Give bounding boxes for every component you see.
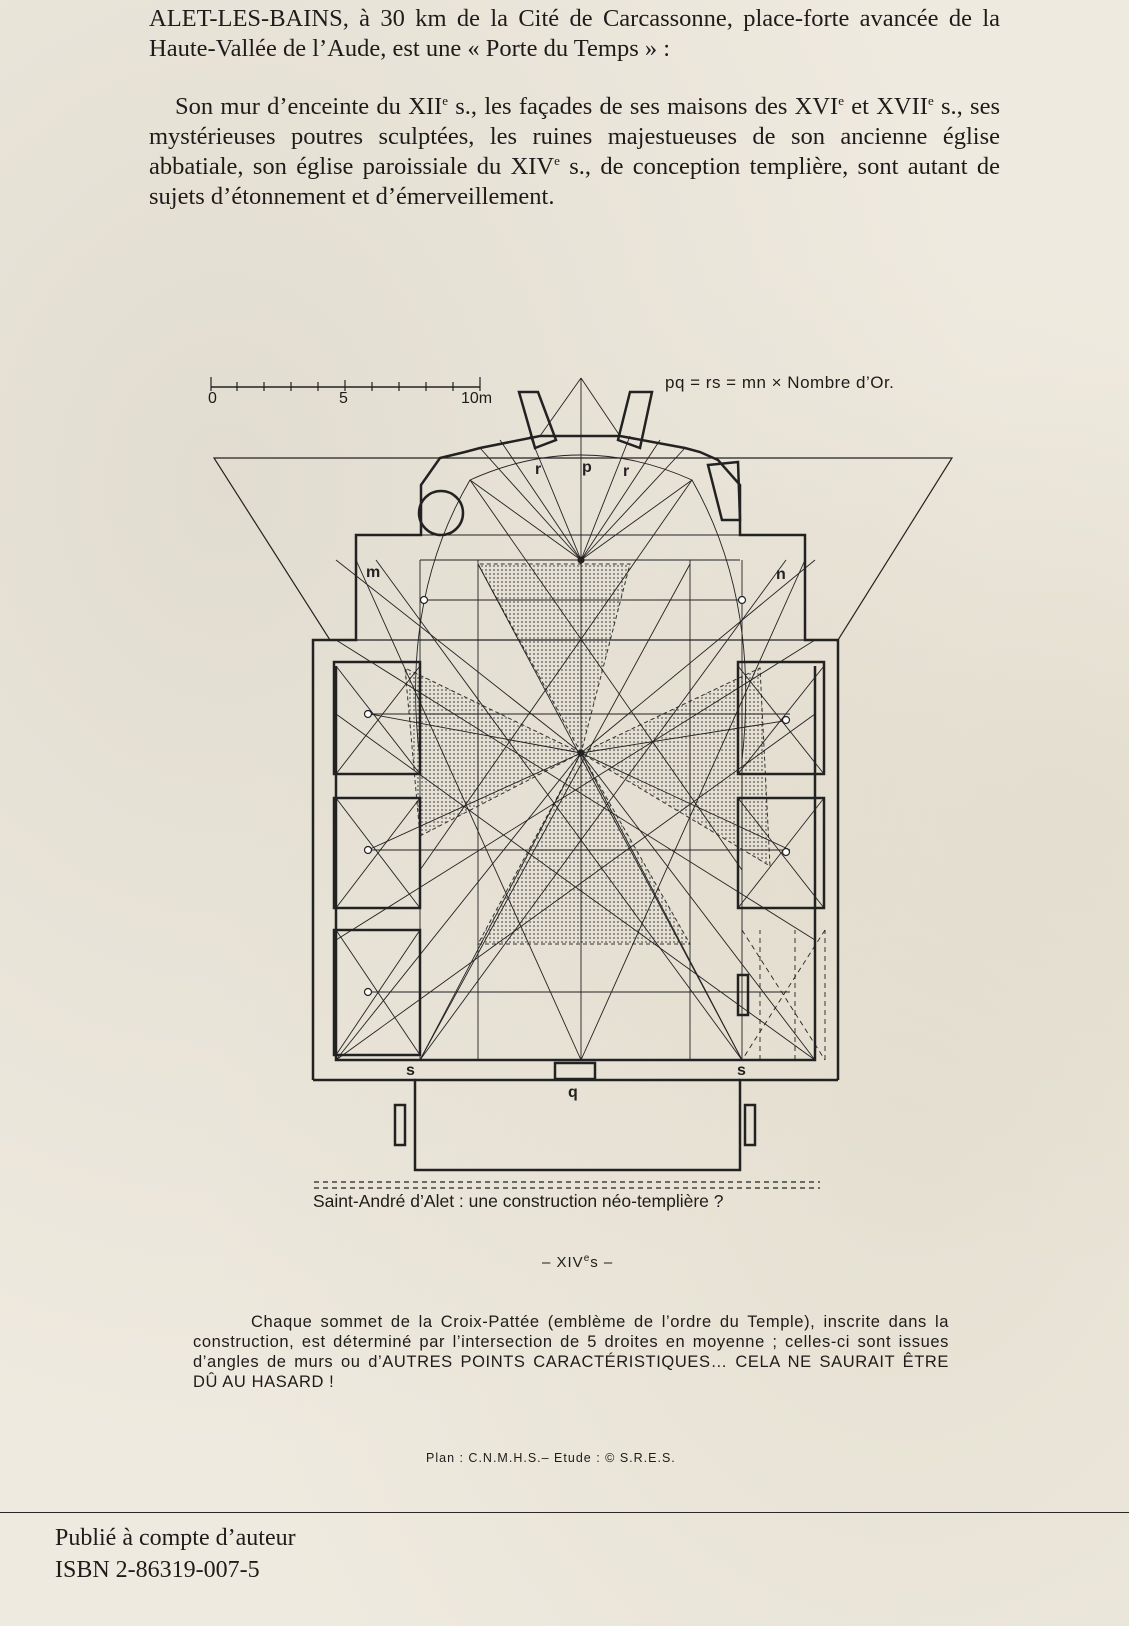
- scale-ten: 10m: [461, 390, 493, 407]
- label-r-right: r: [623, 463, 630, 480]
- scale-five: 5: [339, 390, 348, 407]
- century-right: s –: [590, 1254, 614, 1271]
- century-left: – XIV: [542, 1254, 584, 1271]
- para-c-sup: e: [927, 93, 934, 108]
- publisher-block: [55, 1522, 296, 1586]
- golden-ratio-formula: pq = rs = mn × Nombre d’Or.: [665, 373, 895, 392]
- para-e: s., de conception templière, sont autant de sujets d’étonnement et d’émerveillement.: [149, 153, 1001, 210]
- intro-text: ALET-LES-BAINS, à 30 km de la Cité de Carcassonne, place-forte avancée de la Haute-Vallée de l’Aude, est une « Porte du Temps » :: [149, 5, 1000, 62]
- para-a: Son mur d’enceinte du XII: [175, 93, 443, 120]
- croix-pattee: [405, 564, 770, 944]
- para-b: s., les façades de ses maisons des XVI: [448, 93, 839, 120]
- para-a-sup: e: [442, 93, 448, 108]
- para-c: et XVII: [844, 93, 928, 120]
- label-s-left: s: [406, 1062, 415, 1079]
- para-d-sup: e: [554, 153, 560, 168]
- isbn-line: ISBN 2-86319-007-5: [55, 1557, 260, 1583]
- label-p: p: [582, 459, 592, 476]
- label-m: m: [366, 564, 381, 581]
- century-label: [542, 1253, 613, 1271]
- label-n: n: [776, 566, 786, 583]
- scale-bar: [211, 377, 480, 391]
- explanatory-notice: Chaque sommet de la Croix-Pattée (emblème de l’ordre du Temple), inscrite dans la construction, est déterminé par l’intersection de 5 droites en moyenne ; celles-ci sont issues d’angles de murs ou d’AUTRES POINTS CARACTÉRISTIQUES… CELA NE SAURAIT ÊTRE DÛ AU HASARD !: [193, 1313, 949, 1391]
- plan-caption: Saint-André d’Alet : une construction néo-templière ?: [313, 1191, 724, 1211]
- label-r-left: r: [535, 461, 542, 478]
- label-s-right: s: [737, 1062, 746, 1079]
- footer-divider: [0, 1512, 1129, 1513]
- para-b-sup: e: [838, 93, 844, 108]
- label-q: q: [568, 1084, 578, 1101]
- scale-zero: 0: [208, 390, 217, 407]
- plan-credit: Plan : C.N.M.H.S.– Etude : © S.R.E.S.: [426, 1451, 676, 1465]
- para-d: s., ses mystérieuses poutres sculptées, les ruines majestueuses de son ancienne église abbatiale, son église paroissiale du XIV: [149, 93, 1000, 180]
- publisher-line: Publié à compte d’auteur: [55, 1525, 296, 1551]
- century-sup: e: [583, 1253, 591, 1264]
